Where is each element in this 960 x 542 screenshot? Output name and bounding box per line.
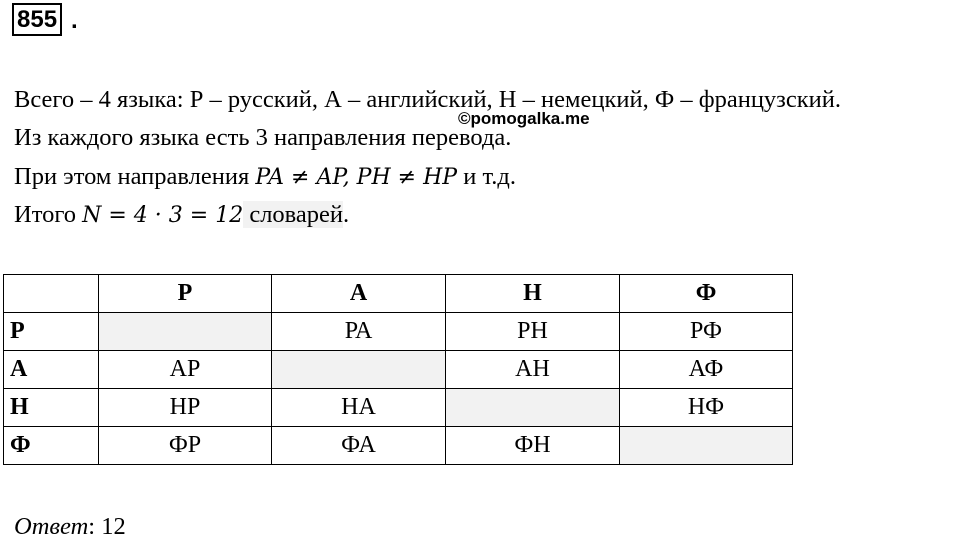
table-row (4, 313, 793, 351)
table-row (4, 351, 793, 389)
text-line-3-suffix: и т.д. (457, 163, 517, 190)
table-cell: РФ (620, 313, 793, 351)
table-cell: РН (446, 313, 620, 351)
problem-number-text: 855 (17, 6, 58, 33)
table-cell: ФН (446, 427, 620, 465)
table-cell: ФР (99, 427, 272, 465)
text-line-2: Из каждого языка есть 3 направления перевода. (14, 124, 512, 151)
inequality-formula: PA ≠ AP, PH ≠ HP (255, 165, 458, 190)
table-header-cell: Ф (620, 275, 793, 313)
translation-table (3, 274, 793, 465)
table-row (4, 389, 793, 427)
table-cell: НР (99, 389, 272, 427)
table-cell: АР (99, 351, 272, 389)
text-line-4-prefix: Итого (14, 201, 83, 228)
problem-number (12, 3, 62, 36)
table-cell: ФА (272, 427, 446, 465)
text-line-4-end: . (343, 201, 350, 228)
table-cell: АФ (620, 351, 793, 389)
table-cell: АН (446, 351, 620, 389)
row-label: А (4, 351, 99, 389)
table-header-cell: А (272, 275, 446, 313)
table-cell: НФ (620, 389, 793, 427)
table-cell-diagonal (99, 313, 272, 351)
text-line-3 (14, 162, 516, 193)
row-label: Р (4, 313, 99, 351)
table-cell: НА (272, 389, 446, 427)
table-cell: РА (272, 313, 446, 351)
table-header-row (4, 275, 793, 313)
answer-value: 12 (101, 513, 126, 540)
table-row (4, 427, 793, 465)
table-cell-diagonal (620, 427, 793, 465)
watermark: ©pomogalka.me (458, 109, 590, 128)
table-header-cell: Н (446, 275, 620, 313)
table-cell-diagonal (272, 351, 446, 389)
answer-label: Ответ (14, 513, 89, 540)
text-line-1: Всего – 4 языка: Р – русский, А – английский, Н – немецкий, Ф – французский. (14, 86, 841, 113)
problem-number-dot: . (71, 7, 78, 34)
count-formula: N = 4 · 3 = 12 (82, 203, 244, 228)
table-cell-diagonal (446, 389, 620, 427)
table-corner-cell (4, 275, 99, 313)
row-label: Н (4, 389, 99, 427)
row-label: Ф (4, 427, 99, 465)
answer-separator: : (88, 513, 102, 540)
dictionaries-word: словарей (243, 201, 344, 228)
text-line-4 (14, 200, 349, 231)
text-line-3-prefix: При этом направления (14, 163, 256, 190)
table-header-cell: Р (99, 275, 272, 313)
answer-line (14, 512, 126, 542)
